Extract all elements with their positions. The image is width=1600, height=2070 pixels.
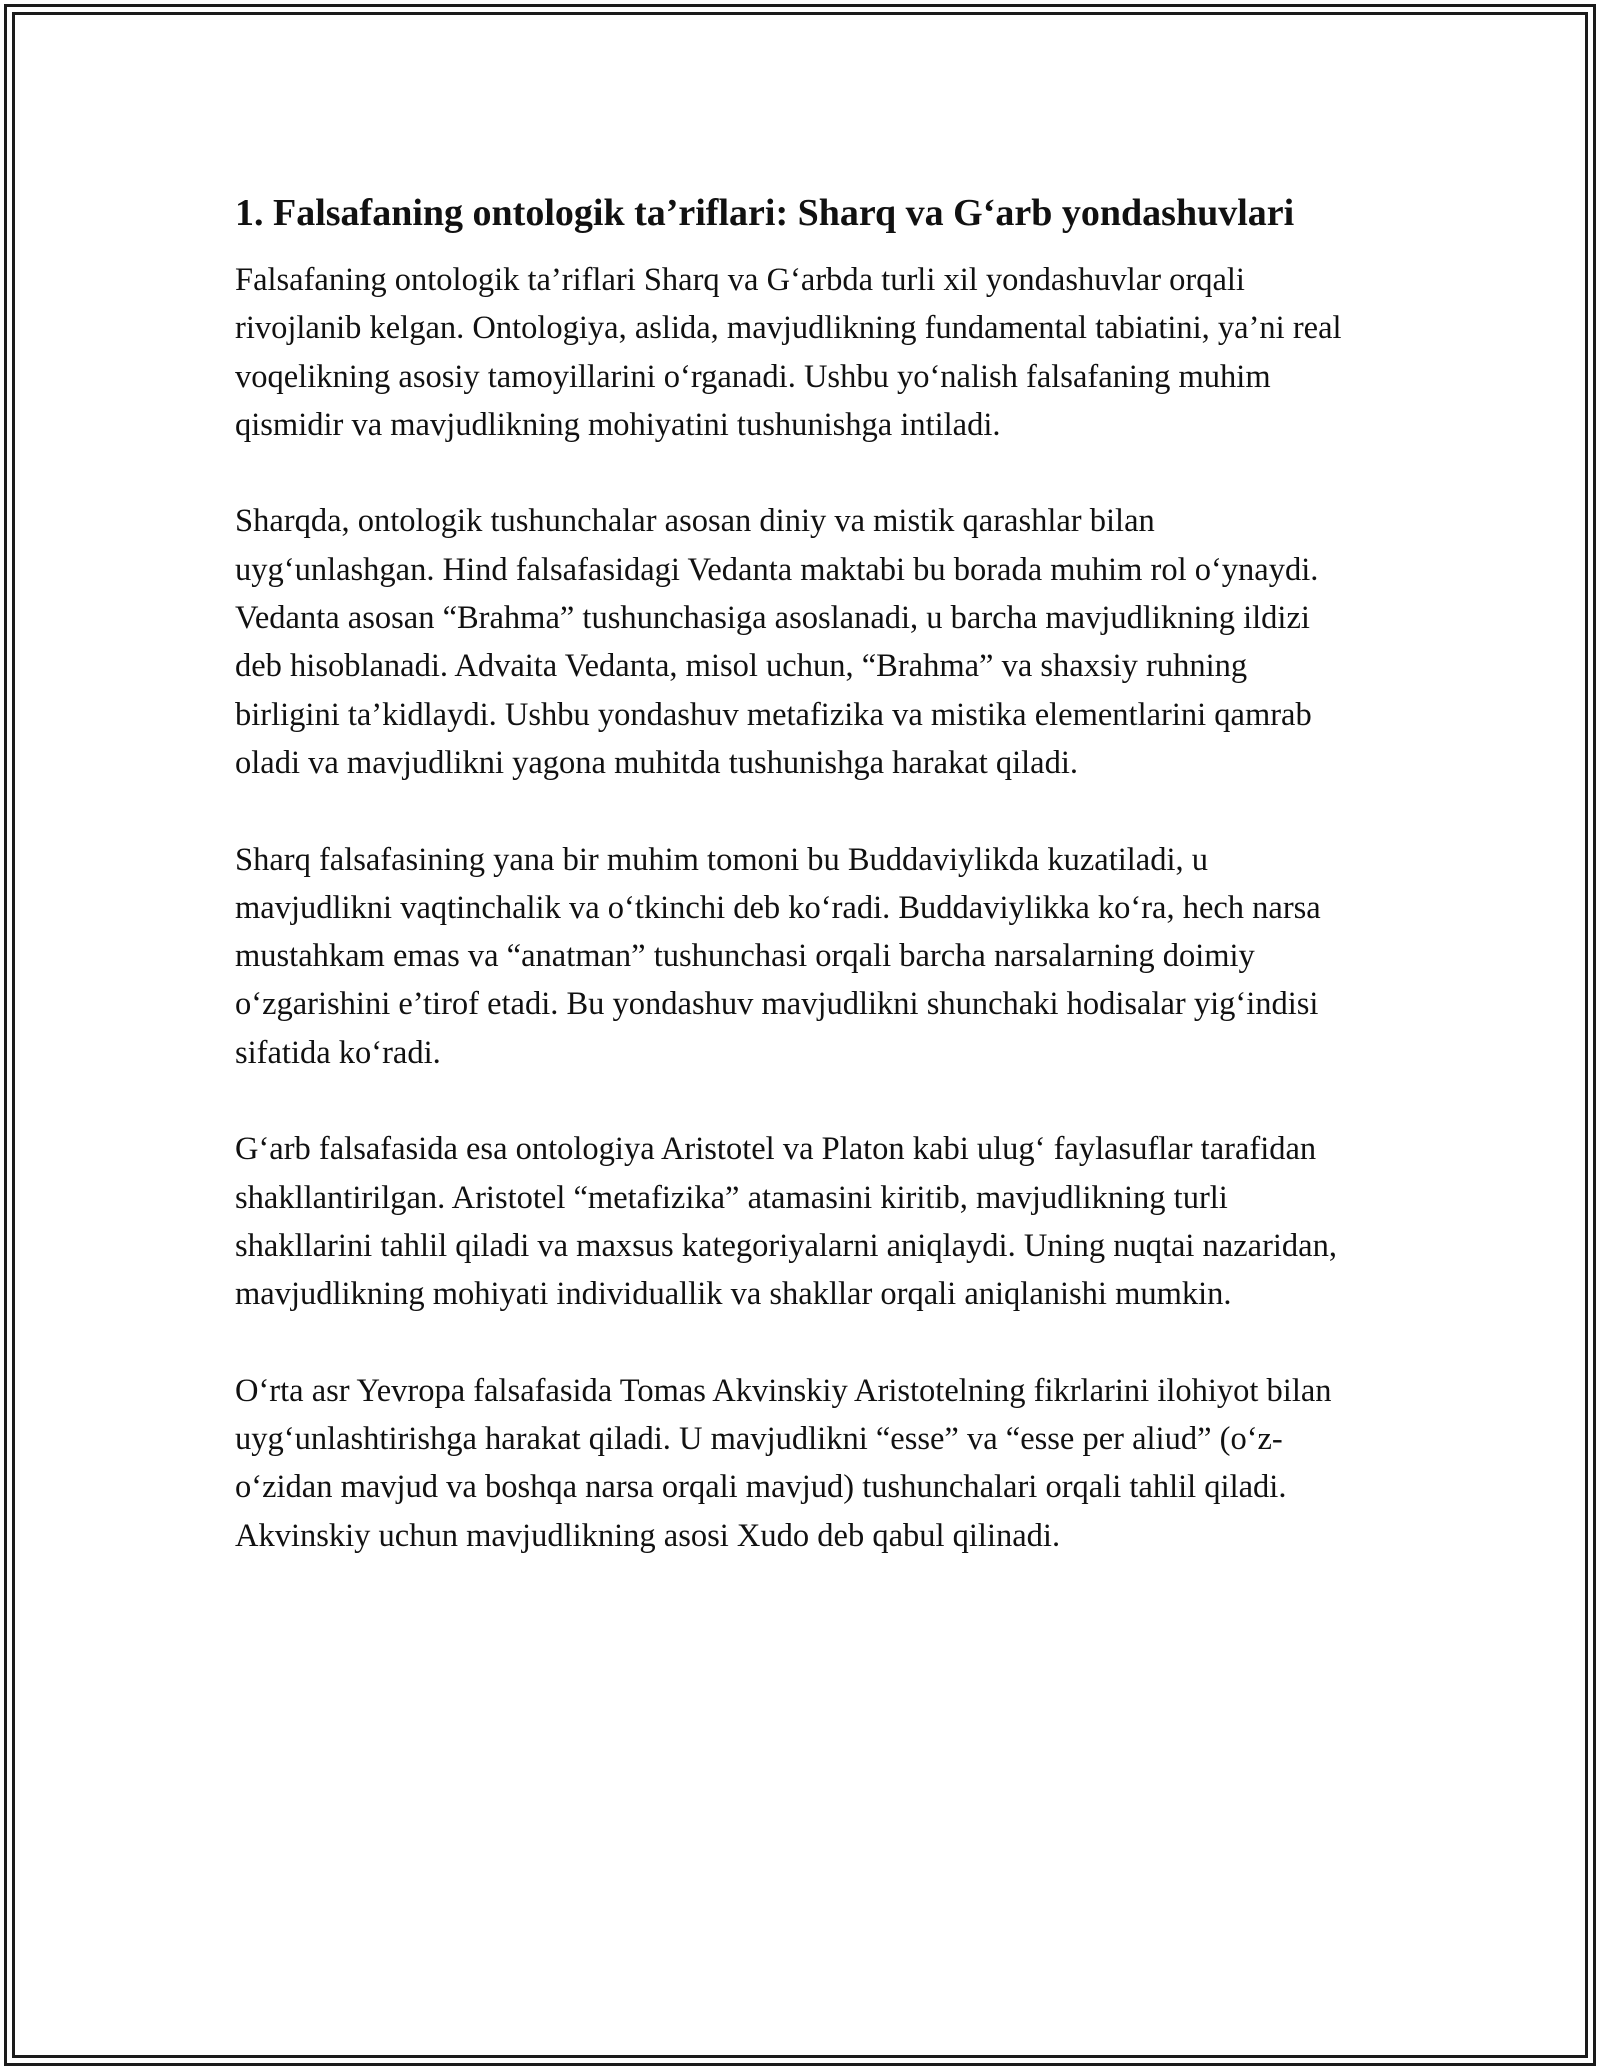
document-body [235,186,1355,1560]
paragraph-western-aristotle: G‘arb falsafasida esa ontologiya Aristotel va Platon kabi ulug‘ faylasuflar tarafidan shakllantirilgan. Aristotel “metafizika” atamasini kiritib, mavjudlikning turli shakllarini tahlil qiladi va maxsus kategoriyalarni aniqlaydi. Uning nuqtai nazaridan, mavjudlikning mohiyati individuallik va shakllar orqali aniqlanishi mumkin. [235,1131,1337,1313]
paragraph-eastern-vedanta: Sharqda, ontologik tushunchalar asosan diniy va mistik qarashlar bilan uyg‘unlashgan. Hind falsafasidagi Vedanta maktabi bu borada muhim rol o‘ynaydi. Vedanta asosan “Brahma” tushunchasiga asoslanadi, u barcha mavjudlikning ildizi deb hisoblanadi. Advaita Vedanta, misol uchun, “Brahma” va shaxsiy ruhning birligini ta’kidlaydi. Ushbu yondashuv metafizika va mistika elementlarini qamrab oladi va mavjudlikni yagona muhitda tushunishga harakat qiladi. [235,503,1319,781]
paragraph-ontology-definition: Falsafaning ontologik ta’riflari Sharq va G‘arbda turli xil yondashuvlar orqali rivojlanib kelgan. Ontologiya, aslida, mavjudlikning fundamental tabiatini, ya’ni real voqelikning asosiy tamoyillarini o‘rganadi. Ushbu yo‘nalish falsafaning muhim qismidir va mavjudlikning mohiyatini tushunishga intiladi. [235,262,1342,443]
paragraph-medieval-aquinas: O‘rta asr Yevropa falsafasida Tomas Akvinskiy Aristotelning fikrlarini ilohiyot bilan uyg‘unlashtirishga harakat qiladi. U mavjudlikni “esse” va “esse per aliud” (o‘z-o‘zidan mavjud va boshqa narsa orqali mavjud) tushunchalari orqali tahlil qiladi. Akvinskiy uchun mavjudlikning asosi Xudo deb qabul qilinadi. [235,1372,1332,1554]
section-heading: 1. Falsafaning ontologik ta’riflari: Sharq va G‘arb yondashuvlari [235,192,1295,234]
paragraph-buddhism: Sharq falsafasining yana bir muhim tomoni bu Buddaviylikda kuzatiladi, u mavjudlikni vaqtinchalik va o‘tkinchi deb ko‘radi. Buddaviylikka ko‘ra, hech narsa mustahkam emas va “anatman” tushunchasi orqali barcha narsalarning doimiy o‘zgarishini e’tirof etadi. Bu yondashuv mavjudlikni shunchaki hodisalar yig‘indisi sifatida ko‘radi. [235,841,1321,1071]
